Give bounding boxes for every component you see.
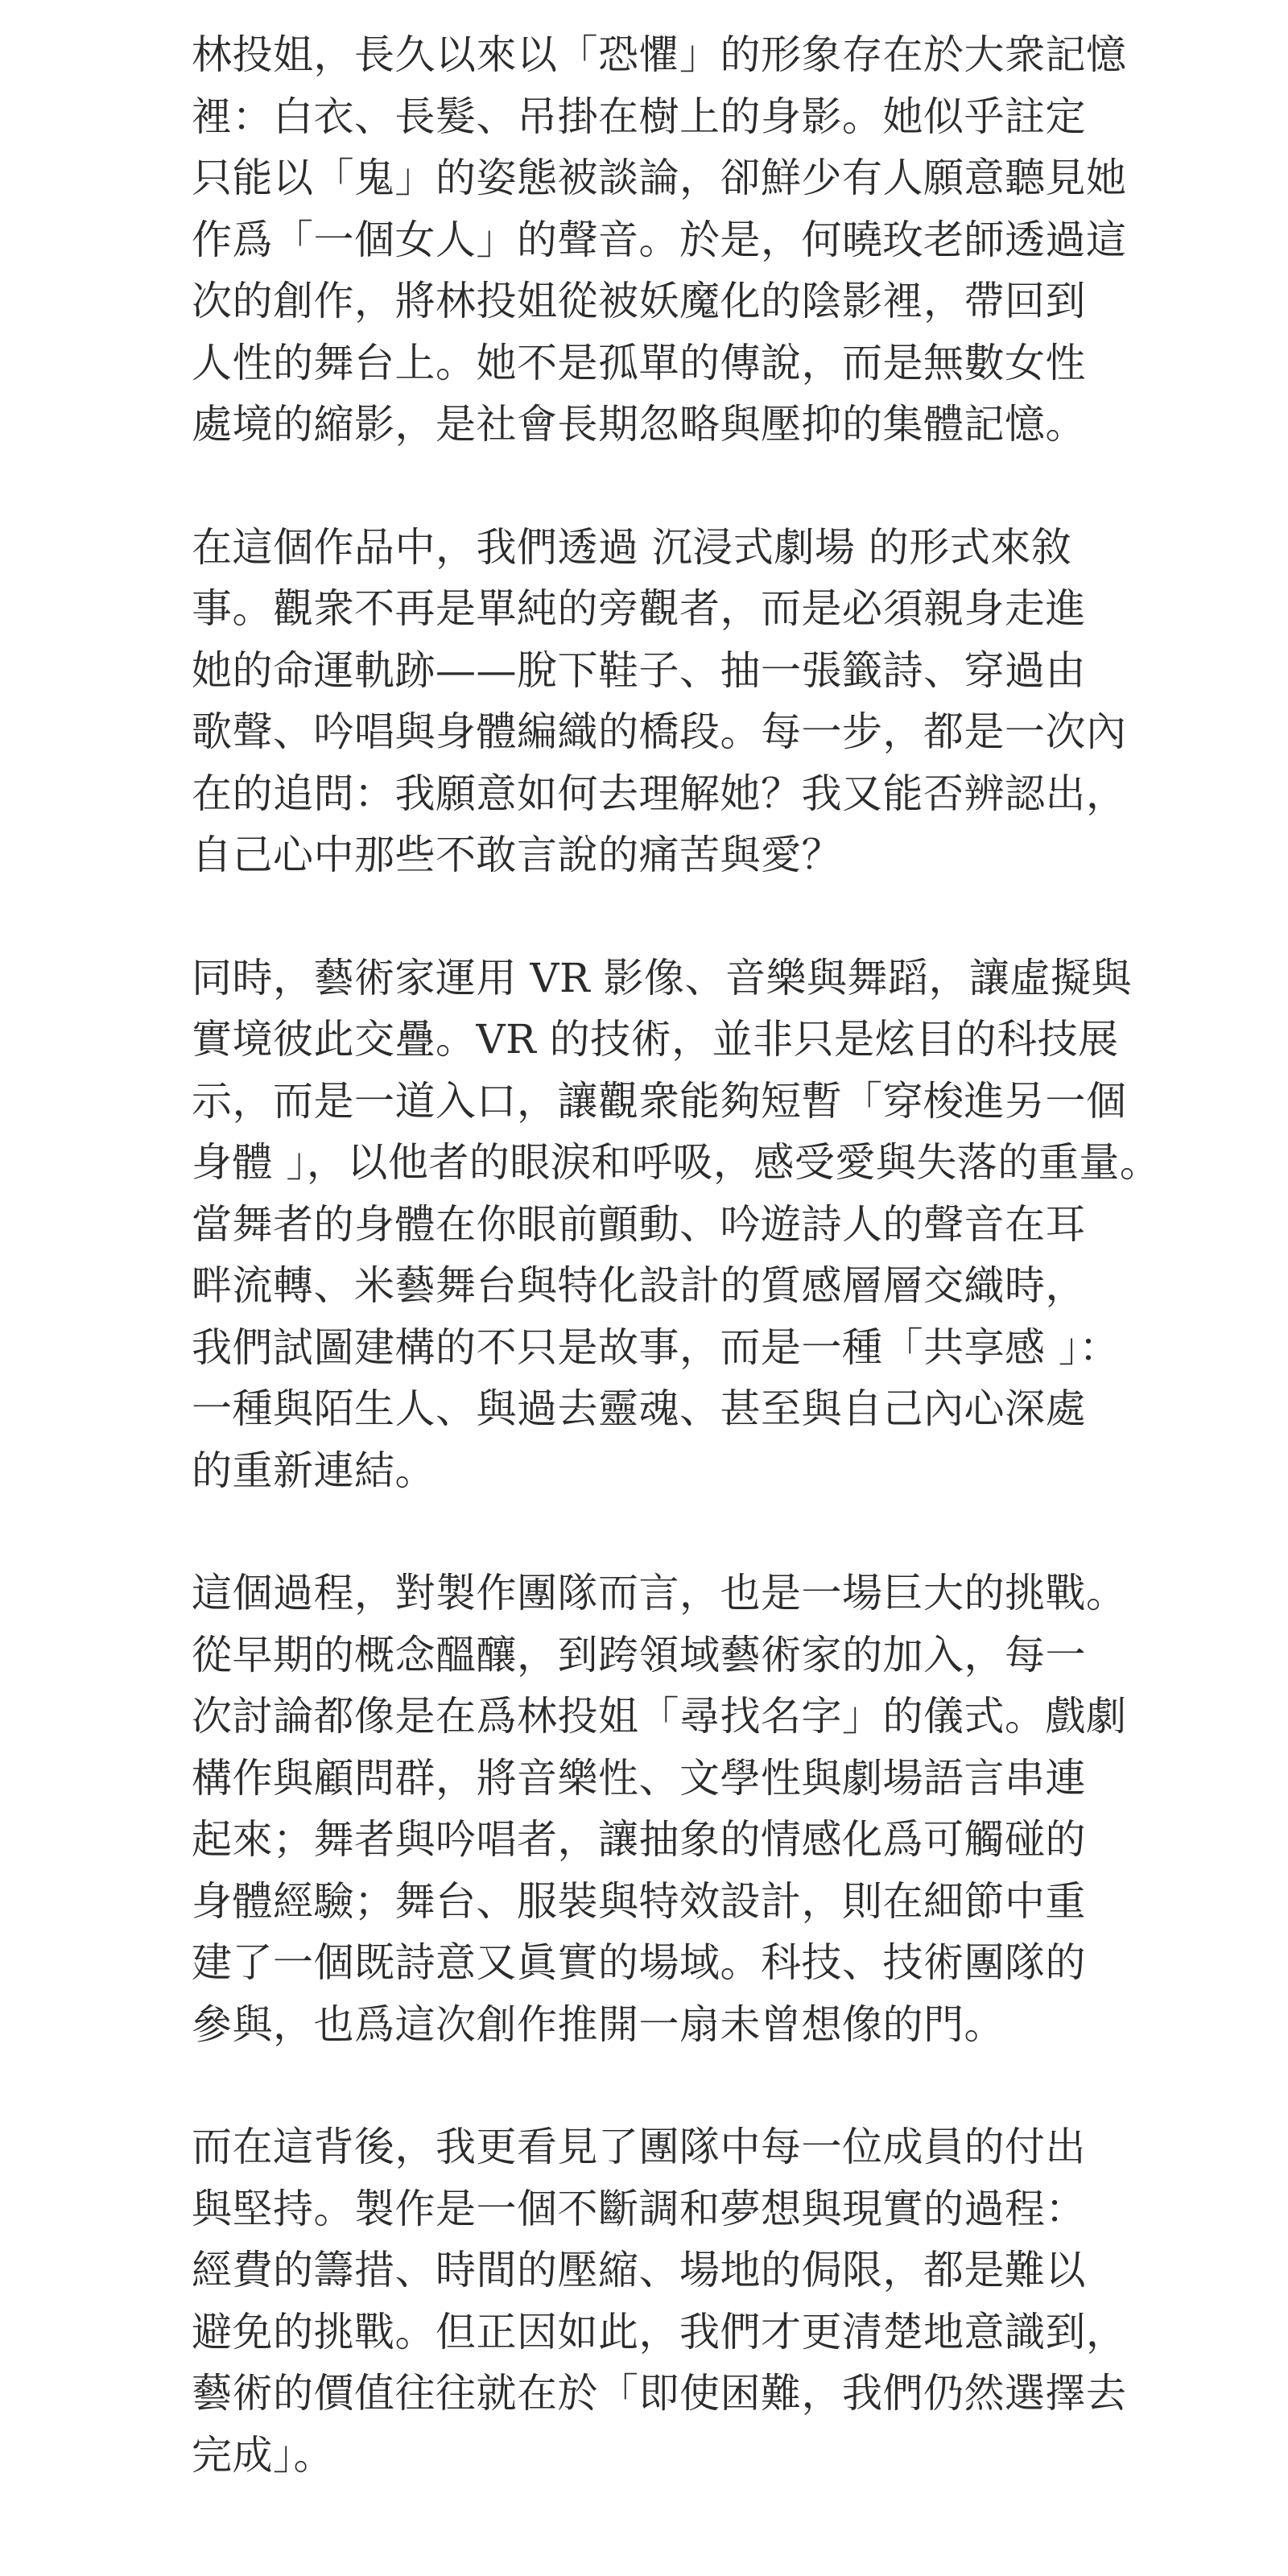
text-line: 作爲「一個女人」的聲音。於是，何曉玫老師透過這 [192, 216, 1127, 263]
text-line: 人性的舞台上。她不是孤單的傳說，而是無數女性 [192, 339, 1086, 386]
text-line: 次的創作，將林投姐從被妖魔化的陰影裡，帶回到 [192, 278, 1086, 324]
text-line: 事。觀衆不再是單純的旁觀者，而是必須親身走進 [192, 585, 1086, 632]
text-line: 同時，藝術家運用 VR 影像、音樂與舞蹈，讓虛擬與 [192, 954, 1133, 1001]
paragraph-3 [192, 947, 1161, 1502]
paragraph-4 [192, 1563, 1154, 2055]
text-line: 歌聲、吟唱與身體編織的橋段。每一步，都是一次內 [192, 708, 1127, 755]
text-line: 示，而是一道入口，讓觀衆能夠短暫「穿梭進另一個 [192, 1077, 1127, 1125]
text-line: 完成」。 [192, 2431, 334, 2479]
text-line: 她的命運軌跡——脫下鞋子、抽一張籤詩、穿過由 [192, 646, 1086, 694]
text-line: 實境彼此交疊。VR 的技術，並非只是炫目的科技展 [192, 1016, 1119, 1063]
paragraph-2 [192, 517, 1154, 886]
text-line: 避免的挑戰。但正因如此，我們才更清楚地意識到， [192, 2308, 1127, 2355]
text-line: 我們試圖建構的不只是故事，而是一種「共享感 」： [192, 1323, 1120, 1371]
text-line: 從早期的概念醞釀，到跨領域藝術家的加入，每一 [192, 1631, 1086, 1678]
text-line: 一種與陌生人、與過去靈魂、甚至與自己內心深處 [192, 1385, 1086, 1432]
text-line: 只能以「鬼」的姿態被談論，卻鮮少有人願意聽見她 [192, 155, 1127, 201]
paragraph-5 [192, 2116, 1154, 2486]
text-line: 處境的縮影，是社會長期忽略與壓抑的集體記憶。 [192, 401, 1086, 448]
text-line: 裡：白衣、長髮、吊掛在樹上的身影。她似乎註定 [192, 93, 1086, 140]
article-body [192, 24, 1161, 2547]
text-line: 參與，也爲這次創作推開一扇未曾想像的門。 [192, 2000, 1005, 2048]
text-line: 自己心中那些不敢言說的痛苦與愛？ [192, 832, 842, 878]
text-line: 次討論都像是在爲林投姐「尋找名字」的儀式。戲劇 [192, 1693, 1127, 1740]
text-line: 的重新連結。 [192, 1447, 436, 1494]
text-line: 建了一個既詩意又眞實的場域。科技、技術團隊的 [192, 1939, 1086, 1986]
text-line: 構作與顧問群，將音樂性、文學性與劇場語言串連 [192, 1754, 1086, 1802]
text-line: 而在這背後，我更看見了團隊中每一位成員的付出 [192, 2124, 1086, 2170]
text-line: 藝術的價值往往就在於「即使困難，我們仍然選擇去 [192, 2370, 1127, 2417]
paragraph-1 [192, 24, 1154, 456]
text-line: 在這個作品中，我們透過 沉浸式劇場 的形式來敘 [192, 523, 1072, 571]
text-line: 身體 」，以他者的眼淚和呼吸，感受愛與失落的重量。 [192, 1139, 1161, 1186]
text-line: 畔流轉、米藝舞台與特化設計的質感層層交織時， [192, 1262, 1086, 1309]
text-line: 在的追問：我願意如何去理解她？我又能否辨認出， [192, 770, 1127, 817]
text-line: 林投姐，長久以來以「恐懼」的形象存在於大衆記憶 [192, 31, 1127, 78]
text-line: 這個過程，對製作團隊而言，也是一場巨大的挑戰。 [192, 1570, 1127, 1616]
text-line: 與堅持。製作是一個不斷調和夢想與現實的過程： [192, 2185, 1086, 2232]
text-line: 身體經驗；舞台、服裝與特效設計，則在細節中重 [192, 1877, 1086, 1925]
text-line: 起來；舞者與吟唱者，讓抽象的情感化爲可觸碰的 [192, 1816, 1086, 1863]
text-line: 經費的籌措、時間的壓縮、場地的侷限，都是難以 [192, 2247, 1086, 2293]
text-line: 當舞者的身體在你眼前顫動、吟遊詩人的聲音在耳 [192, 1200, 1086, 1248]
